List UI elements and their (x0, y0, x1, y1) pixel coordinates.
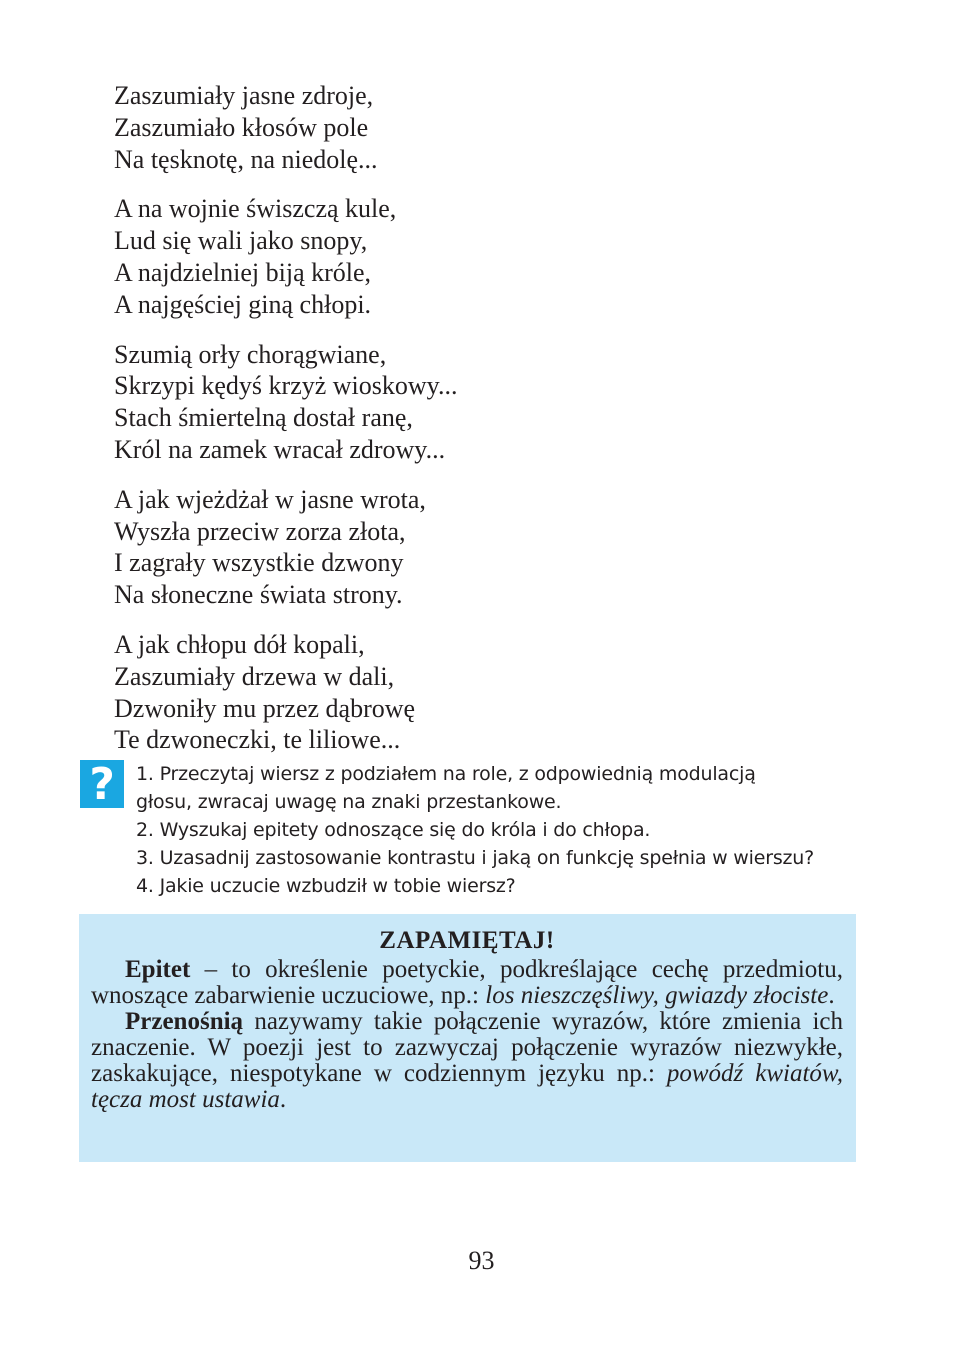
stanza (114, 80, 874, 175)
poem-line: Na tęsknotę, na niedolę... (114, 144, 378, 174)
stanza (114, 193, 874, 320)
poem-line: A jak wjeżdżał w jasne wrota, (114, 484, 426, 514)
poem-line: A najgęściej giną chłopi. (114, 289, 372, 319)
poem-line: A jak chłopu dół kopali, (114, 629, 365, 659)
poem-line: Zaszumiały jasne zdroje, (114, 81, 374, 110)
epitet-definition (91, 957, 843, 1009)
question-item (136, 872, 886, 900)
epitet-example: los nieszczęśliwy, gwiazdy złociste (485, 982, 829, 1009)
question-mark-icon: ? (80, 760, 124, 808)
przenosnia-term: Przenośnią (125, 1008, 244, 1035)
epitet-end: . (828, 982, 835, 1009)
poem-line: Król na zamek wracał zdrowy... (114, 434, 446, 464)
question-text: 4. Jakie uczucie wzbudził w tobie wiersz? (136, 875, 516, 897)
poem-line: Lud się wali jako snopy, (114, 226, 368, 256)
poem-line: Zaszumiało kłosów pole (114, 112, 369, 142)
poem-line: Stach śmiertelną dostał ranę, (114, 403, 413, 433)
przenosnia-end: . (279, 1086, 287, 1113)
przenosnia-text: nazywamy takie połączenie wyrazów, które zmienia ich znaczenie. W poezji jest to zazwyczaj połączenie wyrazów niezwykłe, zaskakujące, niespotykane w codziennym języku np.: (91, 1008, 843, 1087)
poem-line: Zaszumiały drzewa w dali, (114, 661, 395, 691)
epitet-text: – to określenie poetyckie, podkreślające cechę przedmiotu, wnoszące zabarwienie uczuciowe, np.: (91, 956, 843, 1009)
stanza (114, 339, 874, 466)
remember-title: ZAPAMIĘTAJ! (379, 927, 555, 954)
question-item (136, 816, 886, 844)
poem-line: A najdzielniej biją króle, (114, 257, 372, 287)
question-text: 2. Wyszukaj epitety odnoszące się do króla i do chłopa. (136, 819, 651, 841)
question-text: głosu, zwracaj uwagę na znaki przestankowe. (136, 791, 562, 813)
poem-line: I zagrały wszystkie dzwony (114, 548, 404, 578)
poem-line: Skrzypi kędyś krzyż wioskowy... (114, 371, 458, 401)
poem-line: Te dzwoneczki, te liliowe... (114, 725, 401, 755)
poem-line: Na słoneczne świata strony. (114, 580, 403, 610)
przenosnia-example: powódź kwiatów, tęcza most ustawia (91, 1060, 843, 1113)
question-text: 3. Uzasadnij zastosowanie kontrastu i jaką on funkcję spełnia w wierszu? (136, 847, 815, 869)
question-item (136, 760, 886, 816)
question-text: 1. Przeczytaj wiersz z podziałem na role, z odpowiednią modulacją (136, 763, 756, 785)
questions-list (136, 760, 886, 900)
remember-content (91, 928, 843, 1113)
przenosnia-definition (91, 1009, 843, 1113)
question-item (136, 844, 886, 872)
poem-line: Wyszła przeciw zorza złota, (114, 516, 406, 546)
remember-box (79, 914, 856, 1162)
poem (114, 80, 874, 774)
poem-line: Szumią orły chorągwiane, (114, 339, 387, 369)
stanza (114, 484, 874, 611)
stanza (114, 629, 874, 756)
poem-line: A na wojnie świszczą kule, (114, 194, 397, 224)
page-number: 93 (468, 1246, 495, 1275)
epitet-term: Epitet (125, 956, 191, 983)
poem-line: Dzwoniły mu przez dąbrowę (114, 693, 416, 723)
